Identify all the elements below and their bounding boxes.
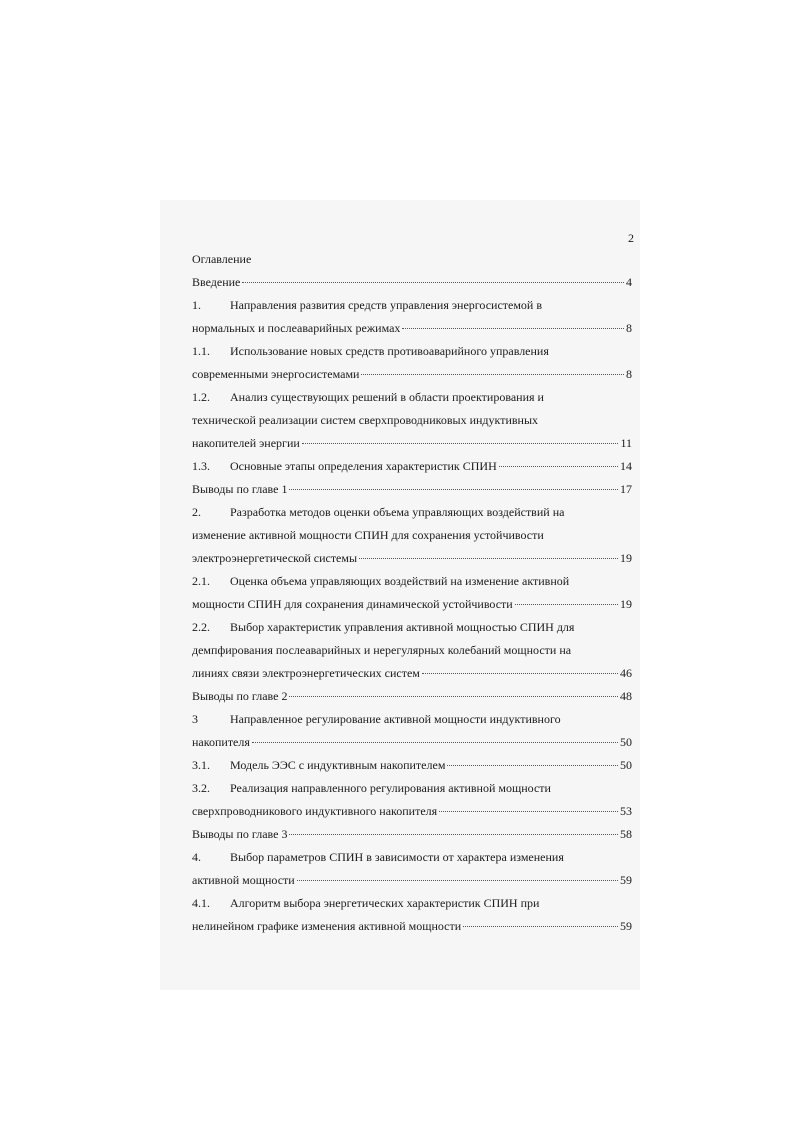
toc-entry-page: 50	[620, 758, 632, 772]
toc-entry[interactable]	[192, 779, 632, 825]
toc-entry-text: демпфирования послеаварийных и нерегулярных колебаний мощности на	[192, 643, 572, 657]
toc-entry-page: 48	[620, 689, 632, 703]
toc-entry-line	[192, 503, 632, 526]
toc-entry-number: 1.	[192, 298, 201, 312]
toc-entry-number: 1.1.	[192, 344, 210, 358]
dot-leader	[402, 327, 624, 329]
toc-entry-line	[192, 641, 632, 664]
toc-entry-number: 1.2.	[192, 390, 210, 404]
toc-entry-line	[192, 710, 632, 733]
dot-leader	[289, 833, 618, 835]
toc-entry-page: 8	[626, 321, 632, 335]
toc-entry-page: 46	[620, 666, 632, 680]
toc-entry-last-line	[192, 756, 632, 779]
dot-leader	[499, 465, 618, 467]
toc-entry-text: изменение активной мощности СПИН для сохранения устойчивости	[192, 528, 544, 542]
dot-leader	[447, 764, 618, 766]
toc-entry-number: 2.2.	[192, 620, 210, 634]
toc-entry-last-line	[192, 595, 632, 618]
dot-leader	[515, 603, 618, 605]
toc-entry-text: современными энергосистемами	[192, 367, 360, 381]
toc-entry-line	[192, 848, 632, 871]
toc-entry-text: Выводы по главе 1	[192, 482, 288, 496]
toc-entry-text: 3.1. Модель ЭЭС с индуктивным накопителем	[192, 758, 446, 772]
toc-entry[interactable]	[192, 756, 632, 779]
toc-entry[interactable]	[192, 825, 632, 848]
toc-entry-text: технической реализации систем сверхпроводниковых индуктивных	[192, 413, 539, 427]
toc-entry-text: Использование новых средств противоаварийного управления	[230, 344, 549, 358]
toc-entry-last-line	[192, 365, 632, 388]
toc-title: Оглавление	[192, 252, 252, 266]
toc-entry-text: Выбор параметров СПИН в зависимости от характера изменения	[230, 850, 564, 864]
dot-leader	[361, 373, 624, 375]
dot-leader	[463, 925, 618, 927]
toc-entry-last-line	[192, 319, 632, 342]
toc-entry-number: 2.	[192, 505, 201, 519]
dot-leader	[289, 488, 618, 490]
toc-entry-line	[192, 618, 632, 641]
toc-entry-line	[192, 894, 632, 917]
toc-entry-text: линиях связи электроэнергетических систем	[192, 666, 420, 680]
toc-entry[interactable]	[192, 572, 632, 618]
toc-entry-text: Выводы по главе 3	[192, 827, 288, 841]
toc-entry-number: 4.1.	[192, 896, 210, 910]
toc-entry-last-line	[192, 549, 632, 572]
toc-entry-line	[192, 342, 632, 365]
toc-entry-text: Алгоритм выбора энергетических характеристик СПИН при	[230, 896, 540, 910]
toc-entry[interactable]	[192, 618, 632, 687]
dot-leader	[252, 741, 618, 743]
toc-entry-line	[192, 572, 632, 595]
toc-entry[interactable]	[192, 388, 632, 457]
toc-entry-last-line	[192, 825, 632, 848]
toc-entry[interactable]	[192, 273, 632, 296]
toc-entry-last-line	[192, 457, 632, 480]
toc-entry-text: накопителя	[192, 735, 250, 749]
toc-entry-page: 59	[620, 919, 632, 933]
toc-entry-last-line	[192, 434, 632, 457]
toc-entry-page: 17	[620, 482, 632, 496]
dot-leader	[302, 442, 619, 444]
toc-entry-line	[192, 296, 632, 319]
toc-entry-text: сверхпроводникового индуктивного накопителя	[192, 804, 438, 818]
toc-entry[interactable]	[192, 848, 632, 894]
toc-entry-text: Анализ существующих решений в области проектирования и	[230, 390, 544, 404]
page-number: 2	[628, 231, 634, 245]
toc-entry-text: Оценка объема управляющих воздействий на изменение активной	[230, 574, 570, 588]
toc-entry[interactable]	[192, 457, 632, 480]
dot-leader	[439, 810, 618, 812]
dot-leader	[422, 672, 618, 674]
toc-entry-last-line	[192, 480, 632, 503]
toc-entry-text: накопителей энергии	[192, 436, 300, 450]
toc-entry-page: 58	[620, 827, 632, 841]
toc-entry-text: Выводы по главе 2	[192, 689, 288, 703]
toc-entry[interactable]	[192, 296, 632, 342]
toc-entry-page: 4	[626, 275, 632, 289]
toc-entry-text: 1.3. Основные этапы определения характеристик СПИН	[192, 459, 497, 473]
toc-entry-text: Реализация направленного регулирования активной мощности	[230, 781, 551, 795]
toc-entry-line	[192, 779, 632, 802]
toc-entry-last-line	[192, 687, 632, 710]
toc-entry-text: Введение	[192, 275, 241, 289]
toc-entry-text: Выбор характеристик управления активной мощностью СПИН для	[230, 620, 575, 634]
toc-entry[interactable]	[192, 710, 632, 756]
toc-entry[interactable]	[192, 687, 632, 710]
toc-entry[interactable]	[192, 342, 632, 388]
toc-entry-last-line	[192, 917, 632, 940]
toc-entry[interactable]	[192, 894, 632, 940]
toc-list	[192, 273, 632, 940]
toc-entry-last-line	[192, 733, 632, 756]
toc-entry-page: 53	[620, 804, 632, 818]
toc-entry-number: 3.2.	[192, 781, 210, 795]
toc-entry-page: 11	[620, 436, 632, 450]
toc-entry-number: 3.1.	[192, 758, 210, 772]
toc-entry-text: активной мощности	[192, 873, 295, 887]
toc-entry-text: нормальных и послеаварийных режимах	[192, 321, 401, 335]
toc-entry[interactable]	[192, 503, 632, 572]
toc-entry-page: 59	[620, 873, 632, 887]
toc-entry-number: 1.3.	[192, 459, 210, 473]
toc-entry-text: нелинейном графике изменения активной мощности	[192, 919, 462, 933]
toc-entry-text: электроэнергетической системы	[192, 551, 358, 565]
toc-entry-last-line	[192, 802, 632, 825]
toc-entry-line	[192, 526, 632, 549]
toc-entry[interactable]	[192, 480, 632, 503]
toc-entry-text: Направленное регулирование активной мощности индуктивного	[230, 712, 561, 726]
dot-leader	[297, 879, 618, 881]
dot-leader	[242, 281, 624, 283]
table-of-contents	[192, 250, 632, 940]
toc-entry-page: 19	[620, 597, 632, 611]
toc-entry-number: 3	[192, 712, 198, 726]
dot-leader	[289, 695, 618, 697]
toc-entry-last-line	[192, 664, 632, 687]
toc-entry-text: Разработка методов оценки объема управляющих воздействий на	[230, 505, 565, 519]
dot-leader	[359, 557, 618, 559]
toc-entry-page: 19	[620, 551, 632, 565]
toc-entry-page: 14	[620, 459, 632, 473]
toc-entry-number: 4.	[192, 850, 201, 864]
toc-entry-page: 50	[620, 735, 632, 749]
toc-entry-page: 8	[626, 367, 632, 381]
toc-entry-last-line	[192, 273, 632, 296]
toc-entry-last-line	[192, 871, 632, 894]
toc-entry-line	[192, 411, 632, 434]
toc-entry-line	[192, 388, 632, 411]
toc-entry-number: 2.1.	[192, 574, 210, 588]
toc-entry-text: Направления развития средств управления энергосистемой в	[230, 298, 543, 312]
toc-entry-text: мощности СПИН для сохранения динамической устойчивости	[192, 597, 513, 611]
